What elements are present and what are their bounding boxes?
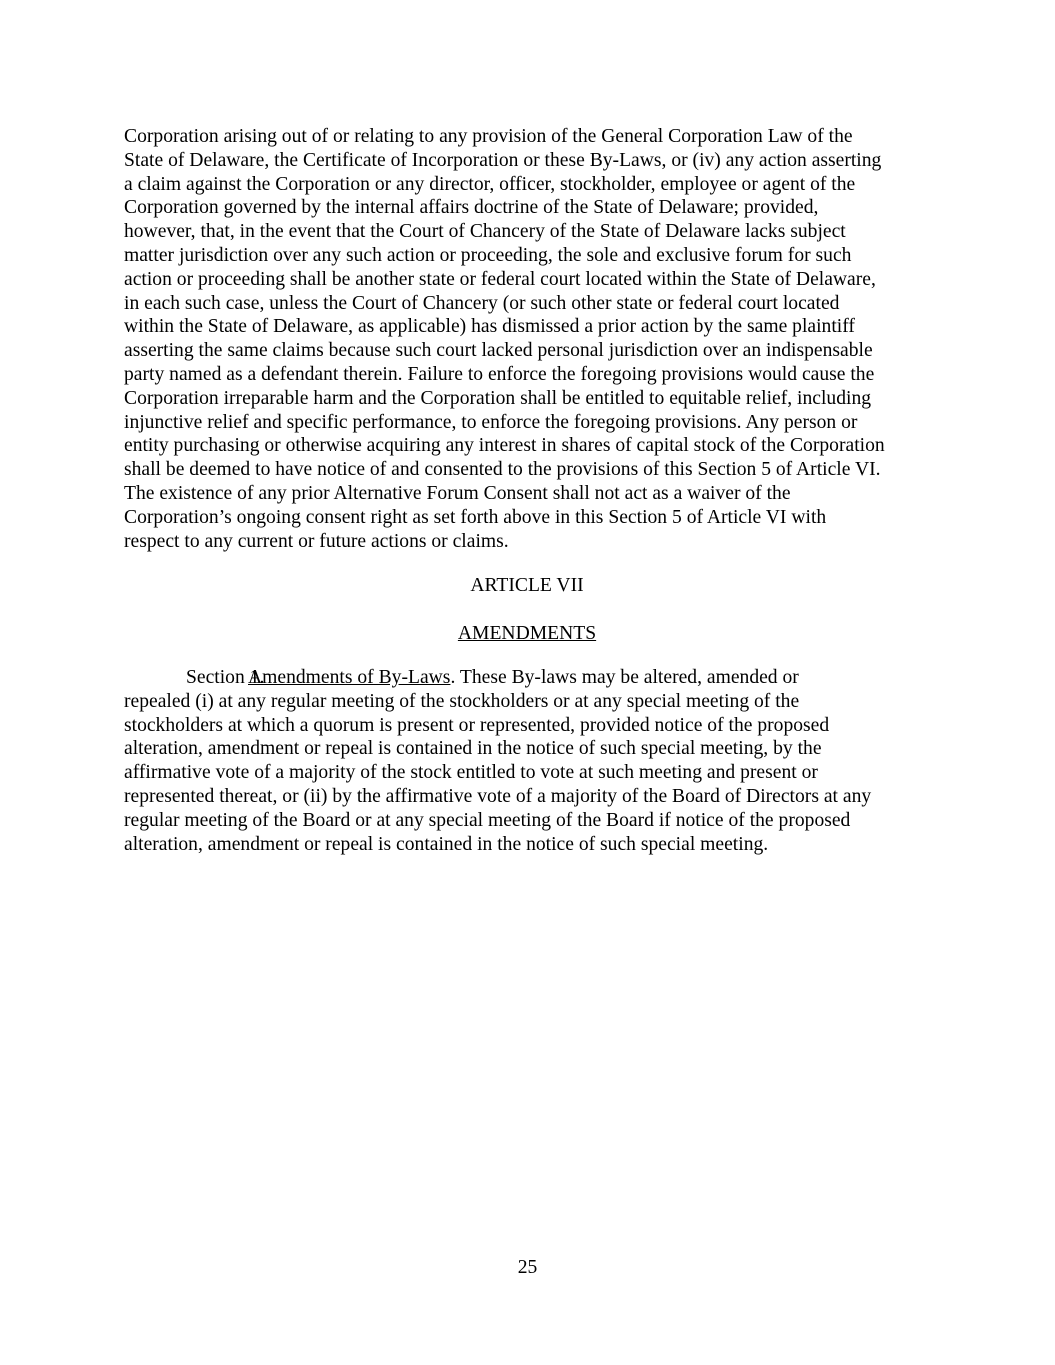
text-line: in each such case, unless the Court of Chancery (or such other state or federal court located bbox=[124, 292, 840, 314]
text-line: stockholders at which a quorum is present or represented, provided notice of the proposed bbox=[124, 714, 830, 736]
text-line: represented thereat, or (ii) by the affirmative vote of a majority of the Board of Directors at any bbox=[124, 785, 872, 807]
text-line: respect to any current or future actions or claims. bbox=[124, 530, 509, 552]
text-line: entity purchasing or otherwise acquiring any interest in shares of capital stock of the Corporation bbox=[124, 435, 885, 457]
text-line: injunctive relief and specific performance, to enforce the foregoing provisions. Any person or bbox=[124, 411, 858, 433]
text-line: affirmative vote of a majority of the stock entitled to vote at such meeting and present or bbox=[124, 762, 818, 784]
paragraph-forum-selection bbox=[124, 125, 930, 553]
text-line: action or proceeding shall be another state or federal court located within the State of Delaware, bbox=[124, 268, 876, 290]
text-line: Corporation irreparable harm and the Corporation shall be entitled to equitable relief, including bbox=[124, 387, 872, 409]
section-title: Amendments of By-Laws bbox=[248, 667, 451, 688]
text-line: The existence of any prior Alternative Forum Consent shall not act as a waiver of the bbox=[124, 482, 791, 504]
amendments-heading-text: AMENDMENTS bbox=[457, 623, 597, 644]
text-line: within the State of Delaware, as applicable) has dismissed a prior action by the same plaintiff bbox=[124, 316, 855, 338]
text-line: asserting the same claims because such court lacked personal jurisdiction over an indispensable bbox=[124, 340, 873, 362]
text-line: regular meeting of the Board or at any special meeting of the Board if notice of the proposed bbox=[124, 809, 851, 831]
text-line: Corporation governed by the internal affairs doctrine of the State of Delaware; provided, bbox=[124, 197, 819, 219]
text-line: Corporation arising out of or relating to any provision of the General Corporation Law of the bbox=[124, 126, 853, 147]
section-text-start: . These By-laws may be altered, amended or bbox=[450, 667, 799, 688]
text-line: party named as a defendant therein. Failure to enforce the foregoing provisions would cause the bbox=[124, 363, 875, 385]
text-line: however, that, in the event that the Court of Chancery of the State of Delaware lacks subject bbox=[124, 221, 846, 243]
text-line: matter jurisdiction over any such action or proceeding, the sole and exclusive forum for such bbox=[124, 244, 852, 266]
section-label: Section 1. bbox=[186, 667, 265, 688]
section-heading bbox=[124, 622, 930, 646]
text-line: repealed (i) at any regular meeting of the stockholders or at any special meeting of the bbox=[124, 690, 800, 712]
text-line: alteration, amendment or repeal is contained in the notice of such special meeting, by the bbox=[124, 738, 822, 760]
text-line: Corporation’s ongoing consent right as set forth above in this Section 5 of Article VI with bbox=[124, 506, 827, 528]
article-heading: ARTICLE VII bbox=[470, 575, 584, 596]
text-line: State of Delaware, the Certificate of Incorporation or these By-Laws, or (iv) any action asserting bbox=[124, 149, 882, 171]
text-line: alteration, amendment or repeal is contained in the notice of such special meeting. bbox=[124, 833, 769, 855]
text-line: shall be deemed to have notice of and consented to the provisions of this Section 5 of Article VI. bbox=[124, 459, 881, 481]
text-line bbox=[124, 666, 930, 690]
page-number: 25 bbox=[517, 1257, 538, 1278]
paragraph-section-1 bbox=[124, 666, 930, 856]
text-line: a claim against the Corporation or any director, officer, stockholder, employee or agent of the bbox=[124, 173, 856, 195]
